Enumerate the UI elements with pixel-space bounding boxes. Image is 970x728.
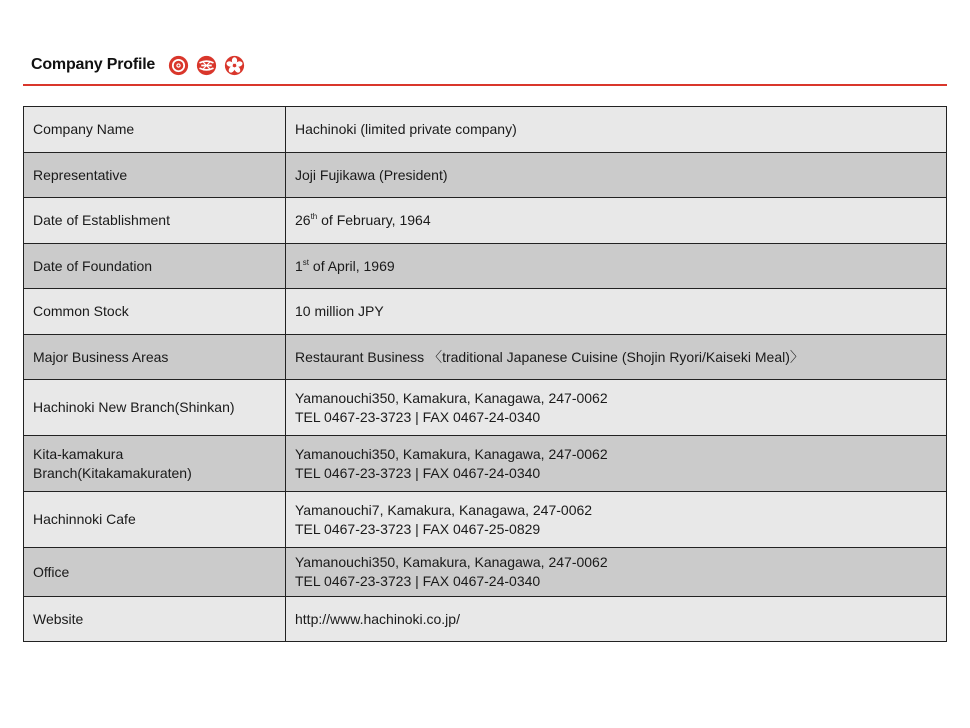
label-line: Branch(Kitakamakuraten) xyxy=(33,464,192,481)
address-line: Yamanouchi350, Kamakura, Kanagawa, 247-0062 xyxy=(295,554,608,570)
row-value: Restaurant Business 〈traditional Japanese Cuisine (Shojin Ryori/Kaiseki Meal)〉 xyxy=(286,335,947,380)
header-divider xyxy=(23,84,947,86)
row-label: Date of Foundation xyxy=(24,244,286,289)
table-row xyxy=(24,107,947,153)
table-row xyxy=(24,548,947,597)
table-row xyxy=(24,380,947,436)
row-label: Date of Establishment xyxy=(24,198,286,244)
row-value xyxy=(286,380,947,436)
table-row xyxy=(24,436,947,492)
table-row xyxy=(24,597,947,642)
company-profile-table xyxy=(23,106,947,642)
row-label: Major Business Areas xyxy=(24,335,286,380)
page-title: Company Profile xyxy=(31,56,156,73)
row-label: Office xyxy=(24,548,286,597)
table-row xyxy=(24,198,947,244)
row-label: Hachinoki New Branch(Shinkan) xyxy=(24,380,286,436)
row-label: Website xyxy=(24,597,286,642)
row-label: Hachinnoki Cafe xyxy=(24,492,286,548)
table-row xyxy=(24,492,947,548)
red-flower-crest-icon xyxy=(224,55,245,76)
table-row xyxy=(24,244,947,289)
phone-line: TEL 0467-23-3723 | FAX 0467-25-0829 xyxy=(295,520,541,537)
date-day: 1 xyxy=(295,257,303,274)
label-line: Kita-kamakura xyxy=(33,445,124,462)
red-feather-crest-icon xyxy=(196,55,217,76)
row-value xyxy=(286,548,947,597)
row-label xyxy=(24,436,286,492)
phone-line: TEL 0467-23-3723 | FAX 0467-24-0340 xyxy=(295,573,541,589)
crest-icons xyxy=(168,55,245,76)
row-value xyxy=(286,198,947,244)
phone-line: TEL 0467-23-3723 | FAX 0467-24-0340 xyxy=(295,408,541,425)
date-day: 26 xyxy=(295,212,311,228)
date-rest: of April, 1969 xyxy=(309,257,395,274)
date-suffix: st xyxy=(302,257,310,267)
address-line: Yamanouchi7, Kamakura, Kanagawa, 247-0062 xyxy=(295,501,593,518)
table-row xyxy=(24,289,947,335)
table-row xyxy=(24,335,947,380)
row-label: Company Name xyxy=(24,107,286,153)
row-value xyxy=(286,436,947,492)
date-rest: of February, 1964 xyxy=(317,212,431,228)
row-label: Representative xyxy=(24,153,286,198)
row-value: Hachinoki (limited private company) xyxy=(286,107,947,153)
website-link[interactable]: http://www.hachinoki.co.jp/ xyxy=(286,597,947,642)
row-value: Joji Fujikawa (President) xyxy=(286,153,947,198)
row-value xyxy=(286,492,947,548)
phone-line: TEL 0467-23-3723 | FAX 0467-24-0340 xyxy=(295,464,541,481)
address-line: Yamanouchi350, Kamakura, Kanagawa, 247-0062 xyxy=(295,389,608,406)
address-line: Yamanouchi350, Kamakura, Kanagawa, 247-0062 xyxy=(295,445,608,462)
date-suffix: th xyxy=(310,212,318,221)
row-value xyxy=(286,244,947,289)
table-row xyxy=(24,153,947,198)
red-crest-icon xyxy=(168,55,189,76)
page-header xyxy=(31,50,245,80)
row-value: 10 million JPY xyxy=(286,289,947,335)
row-label: Common Stock xyxy=(24,289,286,335)
